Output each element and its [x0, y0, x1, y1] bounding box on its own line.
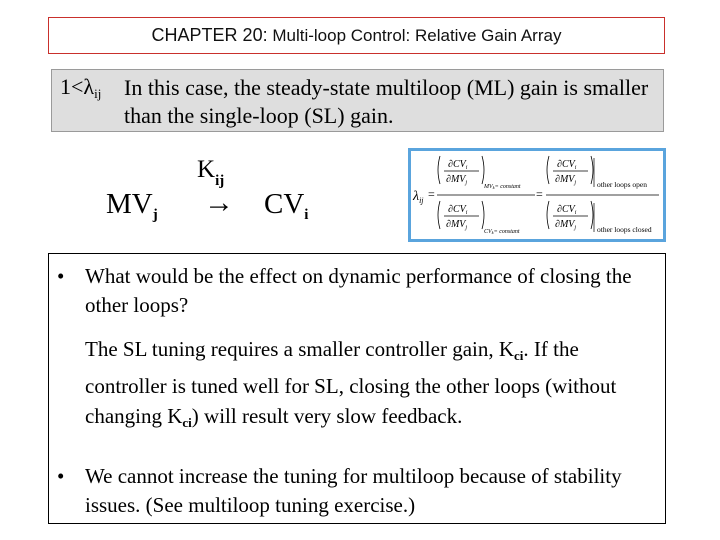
answer-paragraph: The SL tuning requires a smaller controller gain, $K_{ci}$. If the controller is tuned well for SL, closing the other loops (without changing $K_{ci}$) will result very slow feedback.: [85, 337, 617, 430]
case-text: In this case, the steady-state multiloop (ML) gain is smaller than the single-loop (SL) gain.: [124, 75, 649, 128]
arrow-right-icon: →: [204, 186, 234, 219]
rga-den-bottom-1: $\partial MV_j$: [446, 219, 468, 231]
rga-num-bottom-1: $\partial MV_j$: [446, 174, 468, 186]
chapter-title: Multi-loop Control: Relative Gain Array: [272, 25, 562, 45]
rga-formula: [411, 151, 663, 239]
rga-num-bottom-2: $\partial MV_j$: [555, 174, 577, 186]
case-statement-box: [51, 69, 664, 132]
bullet-icon: •: [57, 464, 65, 488]
rga-num-condition-left: MVk= constant: [484, 184, 521, 190]
rga-equals-1: =: [428, 187, 435, 201]
rga-den-top-1: $\partial CV_i$: [448, 204, 468, 216]
rga-den-bottom-2: $\partial MV_j$: [555, 219, 577, 231]
rga-equals-2: =: [536, 187, 543, 201]
case-condition: $1<\lambda_{ij}$: [60, 74, 102, 101]
rga-num-top-2: $\partial CV_i$: [557, 159, 577, 171]
output-variable-label: $CV_i$: [264, 188, 309, 223]
statement-2: We cannot increase the tuning for multiloop because of stability issues. (See multiloop tuning exercise.): [85, 464, 622, 517]
input-variable-label: $MV_j$: [106, 188, 158, 223]
rga-formula-box: [408, 148, 666, 242]
bullet-icon: •: [57, 264, 65, 288]
rga-lambda: $\lambda_{ij}$: [413, 189, 424, 205]
slide-title: [48, 17, 665, 54]
rga-num-condition-right: other loops open: [597, 180, 647, 189]
rga-den-condition-left: CVk= constant: [484, 229, 520, 235]
question-1: What would be the effect on dynamic performance of closing the other loops?: [85, 264, 632, 317]
rga-num-top-1: $\partial CV_i$: [448, 159, 468, 171]
gain-label: $K_{ij}$: [197, 156, 225, 189]
rga-den-top-2: $\partial CV_i$: [557, 204, 577, 216]
discussion-box: [48, 253, 666, 524]
chapter-label: CHAPTER 20:: [151, 25, 268, 45]
rga-den-condition-right: other loops closed: [597, 225, 652, 234]
